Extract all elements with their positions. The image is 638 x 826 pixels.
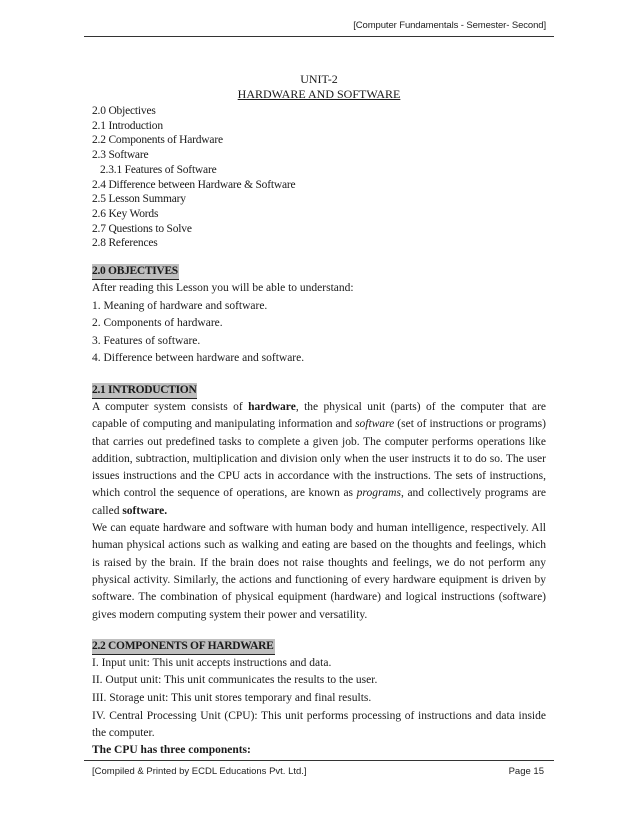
objective-item: 2. Components of hardware.: [92, 317, 223, 330]
objectives-heading: 2.0 OBJECTIVES: [92, 264, 179, 280]
running-footer: [Compiled & Printed by ECDL Educations Pvt. Ltd.]: [92, 766, 307, 777]
component-item-cpu: IV. Central Processing Unit (CPU): This unit performs processing of instructions and data inside the computer.: [92, 709, 546, 739]
italic-term-software: software: [355, 418, 395, 431]
introduction-section: [92, 380, 546, 624]
component-item: II. Output unit: This unit communicates the results to the user.: [92, 674, 378, 687]
toc-item: 2.5 Lesson Summary: [92, 193, 186, 206]
objective-item: 1. Meaning of hardware and software.: [92, 299, 268, 312]
components-heading: 2.2 COMPONENTS OF HARDWARE: [92, 639, 275, 655]
toc-item: 2.1 Introduction: [92, 119, 163, 132]
toc-subitem: 2.3.1 Features of Software: [100, 163, 217, 176]
introduction-heading: 2.1 INTRODUCTION: [92, 383, 197, 399]
objective-item: 4. Difference between hardware and software.: [92, 352, 305, 365]
objectives-section: [92, 261, 546, 368]
toc-item: 2.7 Questions to Solve: [92, 222, 192, 235]
toc-item: 2.2 Components of Hardware: [92, 134, 223, 147]
component-item: I. Input unit: This unit accepts instructions and data.: [92, 656, 332, 669]
components-section: [92, 636, 546, 760]
introduction-paragraph-2: We can equate hardware and software with human body and human intelligence, respectively. All human physical actions such as walking and eating are based on the thoughts and feelings, which is raised by the brain. If the brain does not raise thoughts and feelings, we do not perform any physical activity. Similarly, the actions and functioning of every hardware equipment is driven by software. The combination of physical equipment (hardware) and logical instructions (software) gives modern computing system their power and versatility.: [92, 522, 546, 621]
italic-term-programs: programs: [356, 487, 401, 500]
toc-item: 2.6 Key Words: [92, 207, 159, 220]
toc-item: 2.8 References: [92, 237, 158, 250]
bold-term-hardware: hardware: [248, 401, 296, 413]
footer-rule: [84, 760, 554, 761]
introduction-paragraph-1: [92, 399, 546, 520]
page-content: [92, 72, 546, 760]
objective-item: 3. Features of software.: [92, 334, 201, 347]
page-number: Page 15: [508, 766, 544, 777]
toc-item: 2.3 Software: [92, 149, 149, 162]
toc-item: 2.4 Difference between Hardware & Software: [92, 178, 296, 191]
running-header: [Computer Fundamentals - Semester- Second]: [353, 20, 546, 31]
objectives-intro: After reading this Lesson you will be able to understand:: [92, 282, 354, 295]
text-run: (set of instructions or programs) that carries out predefined tasks to complete a given job. The computer performs operations like addition, subtraction, multiplication and division only when the user instructs it to do so. The user issues instructions and the CPU acts in accordance with the instructions. The sets of instructions, which control the sequence of operations, are known as: [92, 418, 546, 500]
unit-title: HARDWARE AND SOFTWARE: [237, 87, 401, 101]
text-run: A computer system consists of: [92, 401, 249, 413]
text-run: , and collectively programs are called: [92, 487, 547, 517]
text-run: , the physical unit (parts) of the computer that are capable of computing and manipulating information and: [92, 401, 547, 431]
bold-term-software: software.: [122, 504, 168, 517]
toc-item: 2.0 Objectives: [92, 105, 156, 117]
component-item: III. Storage unit: This unit stores temporary and final results.: [92, 692, 372, 705]
unit-number: UNIT-2: [300, 72, 338, 86]
table-of-contents: [92, 104, 546, 251]
header-rule: [84, 36, 554, 37]
cpu-components-heading: The CPU has three components:: [92, 744, 251, 757]
